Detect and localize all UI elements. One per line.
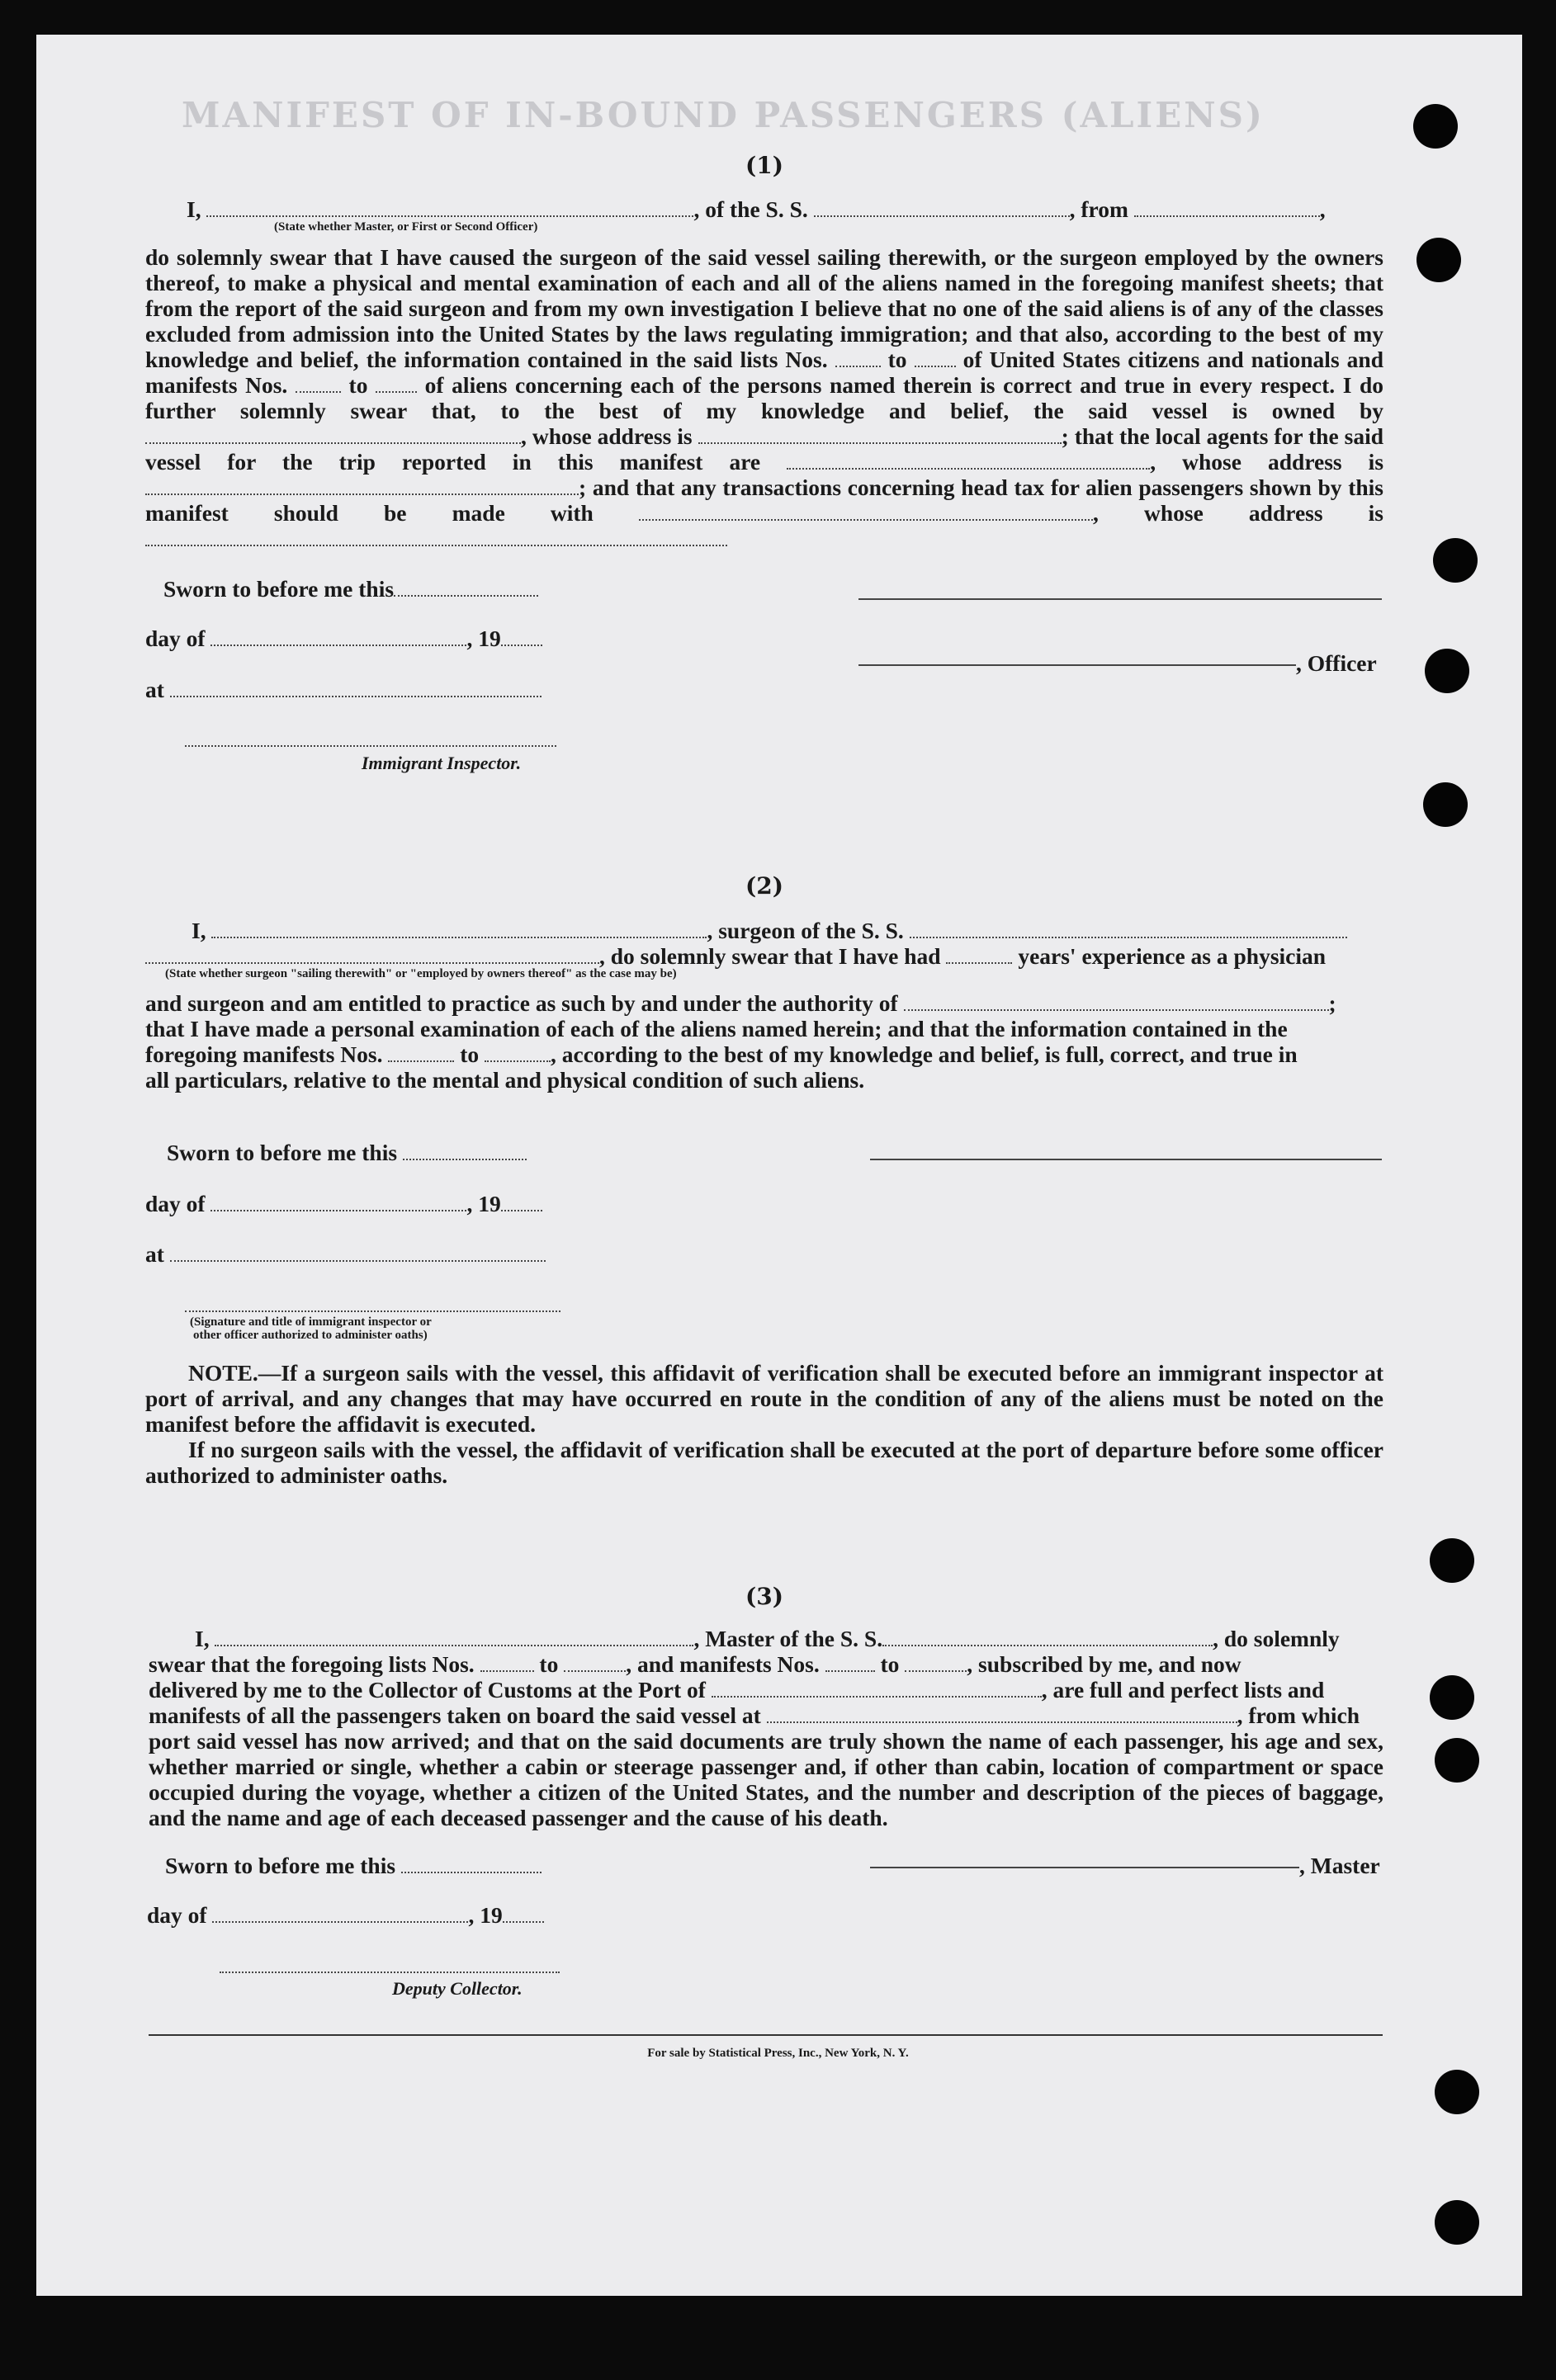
s1-officer-note: (State whether Master, or First or Second Officer) [274,220,538,234]
s2-sworn [167,1140,527,1166]
s1-from: , from [1069,196,1128,222]
s1-inspector-caption: Immigrant Inspector. [362,753,522,773]
s1-comma: , [1319,196,1326,222]
s3-i: I, [195,1626,210,1651]
s3-master-of-ss: , Master of the S. S. [693,1626,883,1651]
s1-head-tax-agent-field[interactable] [639,503,1093,521]
s3-line-2 [149,1651,1241,1678]
s1-at-label: at [145,677,164,702]
s3-sworn-label: Sworn to before me this [165,1853,396,1878]
s3-master-signature-line[interactable] [870,1867,1299,1868]
s2-line-4: that I have made a personal examination of each of the aliens named herein; and that the information contained in the [145,1016,1288,1041]
s1-line-1 [187,196,1382,223]
s3-lists-from-field[interactable] [480,1654,534,1672]
s3-solemnly: , do solemnly [1213,1626,1340,1651]
s2-place-field[interactable] [170,1244,546,1262]
binder-hole [1413,104,1458,149]
s1-officer-signature-line-1[interactable] [858,598,1382,600]
s2-according: , according to the best of my knowledge and belief, is full, correct, and true in [551,1041,1298,1067]
s2-manifest-to-field[interactable] [485,1044,551,1062]
s1-owner-field[interactable] [145,426,521,444]
s2-dayof [145,1191,542,1217]
s1-semicolon: ; [1061,423,1069,449]
s2-years-field[interactable] [946,946,1012,964]
binder-hole [1425,649,1469,693]
s3-line-4 [149,1702,1360,1729]
s1-dayof [145,626,542,652]
s1-month-field[interactable] [210,628,466,646]
s1-comma-2: , [1150,449,1156,475]
s3-year-field[interactable] [503,1905,544,1923]
s2-line-6: all particulars, relative to the mental and physical condition of such aliens. [145,1067,865,1093]
s2-surgeon-signature-line[interactable] [870,1159,1382,1160]
s1-place-field[interactable] [170,679,542,697]
binder-hole [1430,1538,1474,1583]
s1-manifest-from-field[interactable] [296,375,341,393]
s3-lists-to-field[interactable] [564,1654,626,1672]
s3-collector-caption: Deputy Collector. [392,1978,523,1999]
s1-head-tax: ; and that any transactions concerning head tax for alien [579,475,1133,500]
binder-hole [1423,782,1468,827]
s1-whose-address-2: whose address is [1182,449,1384,475]
s2-at-label: at [145,1241,164,1267]
s3-line-1 [195,1626,1340,1652]
binder-hole [1435,2200,1479,2245]
section-1-header: (1) [745,152,783,179]
s1-officer-name-field[interactable] [206,199,693,217]
s2-surgeon-of-ss: , surgeon of the S. S. [707,918,904,943]
s2-line-3 [145,990,1336,1017]
s3-vessel-field[interactable] [882,1628,1213,1646]
s1-local-agents: that the local agents for the said vessel for the trip reported in this manifest are [145,423,1384,475]
s1-of-ss: , of the S. S. [693,196,808,222]
s1-to-2: to [348,372,368,398]
s3-year-prefix: , 19 [468,1902,503,1928]
s2-note-label: NOTE. [188,1360,258,1386]
s2-foregoing: foregoing manifests Nos. [145,1041,383,1067]
s3-delivered: delivered by me to the Collector of Customs at the Port of [149,1677,706,1702]
s2-line-5 [145,1041,1298,1068]
s1-lists-to-field[interactable] [915,349,956,367]
s2-authority: and surgeon and am entitled to practice as such by and under the authority of [145,990,898,1016]
s2-dayof-label: day of [145,1191,206,1216]
binder-hole [1435,1738,1479,1783]
s3-manifests-of-all: manifests of all the passengers taken on board the said vessel at [149,1702,761,1728]
s3-manifest-from-field[interactable] [825,1654,875,1672]
footer-rule [149,2034,1383,2036]
s1-dayof-label: day of [145,626,206,651]
s3-dayof [147,1902,544,1929]
s2-line-2 [145,943,1326,970]
s1-body-text-3: of aliens concerning each of the persons named therein is correct and true in every respect. I do further solemnly swear that, to the best of my knowledge and belief, [145,372,1384,423]
s2-sig-note-1: (Signature and title of immigrant inspector or [190,1315,432,1329]
s1-officer-line [858,650,1377,677]
s1-inspector-signature-line[interactable] [185,745,556,747]
s2-at [145,1241,546,1268]
s3-to-1: to [539,1651,559,1677]
s3-sworn-date-field[interactable] [401,1855,542,1873]
s3-subscribed: , subscribed by me, and now [967,1651,1241,1677]
bleed-through-text: MANIFEST OF IN-BOUND PASSENGERS (ALIENS) [182,95,1265,135]
s3-manifests: , and manifests Nos. [626,1651,820,1677]
s1-sworn-label: Sworn to before me this [163,576,395,602]
s1-i: I, [187,196,201,222]
binder-hole [1435,2070,1479,2114]
s2-i: I, [192,918,206,943]
s1-body-text-2: of United States citizens and nationals and manifests Nos. [145,347,1383,398]
s2-year-prefix: , 19 [466,1191,501,1216]
s3-from-which: , from which [1237,1702,1360,1728]
s1-whose-address-3: , whose address is [1092,500,1384,526]
s1-lists-from-field[interactable] [835,349,881,367]
s1-from-field[interactable] [1134,199,1320,217]
s2-surgeon-note: (State whether surgeon "sailing therewith" or "employed by owners thereof" as the case may be) [165,967,677,980]
s3-full-perfect: , are full and perfect lists and [1041,1677,1325,1702]
section-3-header: (3) [745,1583,783,1610]
s1-sworn-date-field[interactable] [394,578,538,597]
s3-sworn [165,1853,542,1879]
s1-whose-address: , whose address is [521,423,693,449]
s2-note-text-2: If no surgeon sails with the vessel, the affidavit of verification shall be executed at the port of departure before some officer authorized to administer oaths. [145,1437,1383,1488]
section-2-header: (2) [745,872,783,900]
binder-hole [1430,1675,1474,1720]
s1-officer-label: , Officer [1296,650,1377,676]
s2-sworn-date-field[interactable] [403,1142,527,1160]
s2-note-text-1: —If a surgeon sails with the vessel, this affidavit of verification shall be executed before an immigrant inspector at port of arrival, and any changes that may have occurred en route in the condition of any of the aliens must be noted on the manifest before the affidavit is executed. [145,1360,1383,1437]
s2-manifest-from-field[interactable] [388,1044,454,1062]
s1-manifest-to-field[interactable] [376,375,417,393]
s3-master-label: , Master [1299,1853,1380,1878]
s3-to-2: to [880,1651,900,1677]
binder-hole [1416,238,1461,282]
s3-master-line [870,1853,1380,1879]
s2-sworn-label: Sworn to before me this [167,1140,398,1165]
s2-solemnly: , do solemnly swear that I have had [599,943,941,969]
binder-hole [1433,538,1478,583]
s2-experience: years' experience as a physician [1018,943,1327,969]
s1-agents-field[interactable] [787,451,1150,470]
s1-body-text: do solemnly swear that I have caused the surgeon of the said vessel sailing therewith, or the surgeon employed by the owners thereof, to make a physical and mental examination of each and all of the aliens named in the foregoing manifest sheets; that from the report of the said surgeon and from my own investigation I believe that no one of the said aliens is of any of the classes excluded from admission into the United States by the laws regulating immigration; and that also, according to the best of my knowledge and belief, the information contained in the said lists Nos. [145,244,1383,372]
s1-owner-address-field[interactable] [698,426,1062,444]
s2-semicolon: ; [1328,990,1336,1016]
s1-sworn [163,576,538,602]
s2-surgeon-type-field[interactable] [145,946,599,964]
s2-year-field[interactable] [501,1193,542,1211]
s3-body-paragraph: port said vessel has now arrived; and that on the said documents are truly shown the name of each passenger, his age and sex, whether married or single, whether a cabin or steerage passenger and, if other than cabin, location of compartment or space occupied during the voyage, whether a citizen of the United States, and the number and description of the pieces of baggage, and the name and age of each deceased passenger and the cause of his death. [149,1728,1383,1830]
s3-embark-field[interactable] [767,1705,1237,1723]
s3-port-field[interactable] [712,1679,1042,1698]
s1-passengers: passengers shown by this manifest should be made with [145,475,1383,526]
s3-master-name-field[interactable] [215,1628,693,1646]
s2-to: to [460,1041,480,1067]
s2-inspector-signature-line[interactable] [185,1310,560,1312]
footer-imprint: For sale by Statistical Press, Inc., New York, N. Y. [647,2047,909,2060]
s3-line-3 [149,1677,1324,1703]
s2-note-paragraph-2 [145,1437,1383,1488]
s2-month-field[interactable] [210,1193,466,1211]
s1-year-field[interactable] [501,628,542,646]
s3-swear: swear that the foregoing lists Nos. [149,1651,475,1677]
s1-vessel-field[interactable] [814,199,1070,217]
s2-surgeon-name-field[interactable] [211,920,707,938]
s2-sig-note-2: other officer authorized to administer oaths) [193,1329,428,1342]
s1-at [145,677,542,703]
s2-vessel-field[interactable] [910,920,1347,938]
s1-officer-signature-line-2[interactable] [858,664,1296,666]
s3-collector-signature-line[interactable] [220,1972,560,1973]
s3-manifest-to-field[interactable] [905,1654,967,1672]
s3-dayof-label: day of [147,1902,207,1928]
s2-authority-field[interactable] [904,993,1329,1011]
s2-note-paragraph [145,1360,1383,1437]
s1-head-tax-address-field[interactable] [145,528,727,546]
s2-line-1 [192,918,1347,944]
s1-body-paragraph [145,244,1383,551]
s1-year-prefix: , 19 [466,626,501,651]
s1-owned-by: the said vessel is owned by [1033,398,1383,423]
s1-agents-address-field[interactable] [145,477,579,495]
s3-month-field[interactable] [212,1905,468,1923]
s1-to-1: to [887,347,907,372]
